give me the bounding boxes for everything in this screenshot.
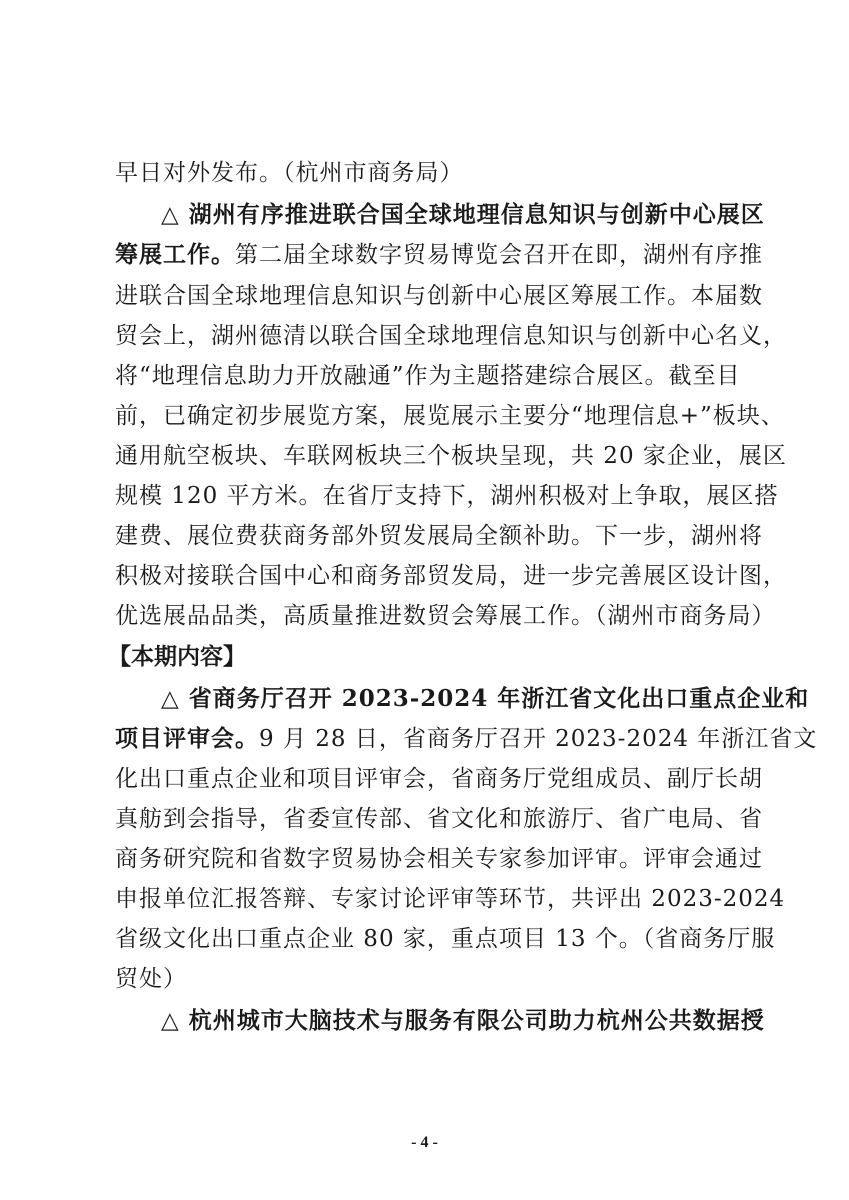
paragraph-line: 将“地理信息助力开放融通”作为主题搭建综合展区。截至目	[115, 363, 741, 389]
section-heading-continued: 筹展工作。	[115, 241, 235, 268]
paragraph-text: 9 月 28 日，省商务厅召开 2023-2024 年浙江省文	[259, 726, 818, 752]
paragraph-line: 贸处）	[115, 966, 187, 992]
paragraph-line: 化出口重点企业和项目评审会，省商务厅党组成员、副厅长胡	[115, 766, 763, 792]
paragraph-line: 建费、展位费获商务部外贸发展局全额补助。下一步，湖州将	[115, 523, 763, 549]
section-heading: △ 杭州城市大脑技术与服务有限公司助力杭州公共数据授	[161, 1007, 765, 1034]
paragraph-line: 早日对外发布。（杭州市商务局）	[115, 160, 464, 186]
paragraph-line: 进联合国全球地理信息知识与创新中心展区筹展工作。本届数	[115, 283, 763, 309]
paragraph-line: 积极对接联合国中心和商务部贸发局，进一步完善展区设计图，	[115, 563, 787, 589]
paragraph-line: 商务研究院和省数字贸易协会相关专家参加评审。评审会通过	[115, 846, 763, 872]
paragraph-line: 贸会上，湖州德清以联合国全球地理信息知识与创新中心名义，	[115, 323, 787, 349]
paragraph-line	[115, 724, 818, 754]
paragraph-line: 通用航空板块、车联网板块三个板块呈现，共 20 家企业，展区	[115, 443, 787, 469]
section-title-this-issue: 【本期内容】	[108, 643, 246, 670]
paragraph-line: 省级文化出口重点企业 80 家，重点项目 13 个。（省商务厅服	[115, 926, 776, 952]
paragraph-line: 前，已确定初步展览方案，展览展示主要分“地理信息+”板块、	[115, 403, 785, 429]
paragraph-line: 优选展品品类，高质量推进数贸会筹展工作。（湖州市商务局）	[115, 603, 776, 629]
section-heading-continued: 项目评审会。	[115, 725, 259, 752]
section-heading: △ 湖州有序推进联合国全球地理信息知识与创新中心展区	[161, 201, 765, 228]
section-heading: △ 省商务厅召开 2023-2024 年浙江省文化出口重点企业和	[161, 685, 810, 712]
page-number: - 4 -	[411, 1134, 438, 1151]
paragraph-line: 真舫到会指导，省委宣传部、省文化和旅游厅、省广电局、省	[115, 806, 763, 832]
paragraph-line: 申报单位汇报答辩、专家讨论评审等环节，共评出 2023-2024	[115, 886, 786, 912]
paragraph-text: 第二届全球数字贸易博览会召开在即，湖州有序推	[235, 242, 763, 268]
paragraph-line: 规模 120 平方米。在省厅支持下，湖州积极对上争取，展区搭	[115, 483, 779, 509]
paragraph-line	[115, 240, 763, 270]
